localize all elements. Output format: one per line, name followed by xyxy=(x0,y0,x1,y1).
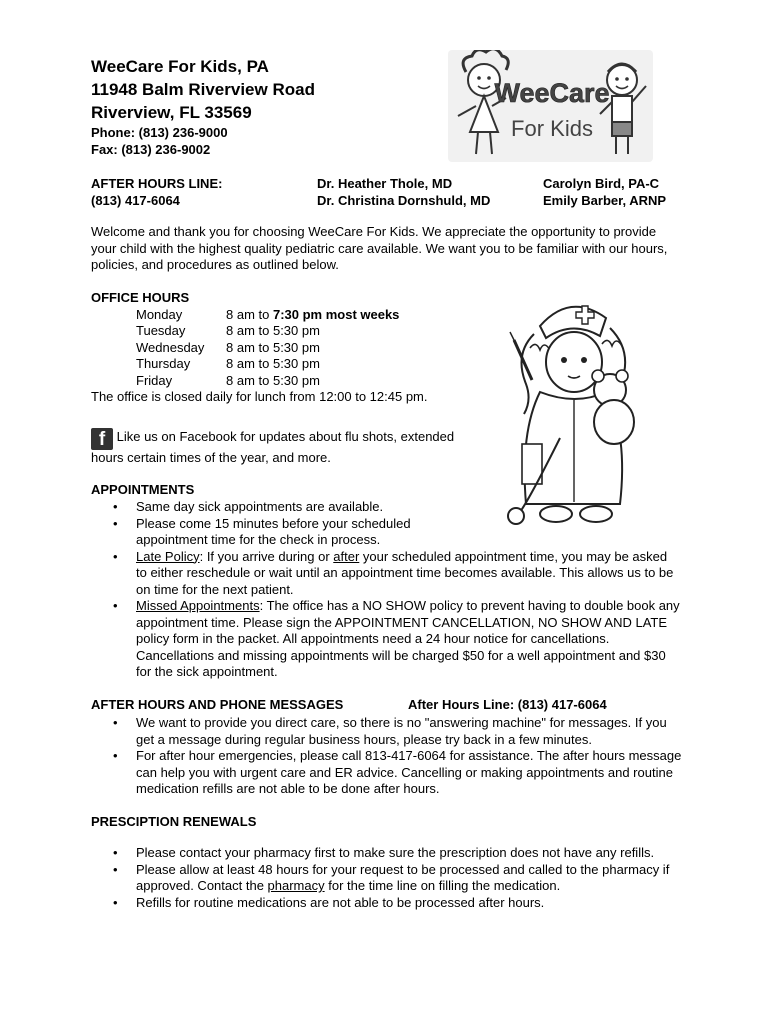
appointments-list xyxy=(91,499,681,681)
hours-time: 8 am to 5:30 pm xyxy=(226,339,320,355)
after-hours-phone: (813) 417-6064 xyxy=(91,193,180,208)
prescription-heading: PRESCIPTION RENEWALS xyxy=(91,814,257,829)
facebook-text: Like us on Facebook for updates about flu shots, extended hours certain times of the year, and more. xyxy=(91,429,455,465)
hours-row-wednesday xyxy=(91,340,491,357)
hours-time: 8 am to 5:30 pm xyxy=(226,323,320,338)
hours-time: 8 am to xyxy=(226,306,273,322)
missed-appointments-label: Missed Appointments xyxy=(136,598,260,613)
phone-number: Phone: (813) 236-9000 xyxy=(91,125,228,140)
hours-row-monday xyxy=(91,307,491,324)
list-item xyxy=(91,516,436,549)
nurse-girl-illustration xyxy=(500,288,650,534)
list-item-text: Same day sick appointments are available. xyxy=(136,499,384,514)
provider-2: Emily Barber, ARNP xyxy=(543,193,667,208)
list-item-text: Please allow at least 48 hours for your request to be processed and called to the pharmacy if approved. Contact the xyxy=(136,861,670,893)
list-item xyxy=(91,499,681,516)
after-hours-list xyxy=(91,715,683,798)
hours-time-extended: 7:30 pm most weeks xyxy=(272,306,400,322)
list-item-text: Please come 15 minutes before your scheduled appointment time for the check in process. xyxy=(136,515,411,547)
office-hours-section xyxy=(91,290,491,406)
office-hours-heading: OFFICE HOURS xyxy=(91,290,190,305)
list-item-text: Refills for routine medications are not able to be processed after hours. xyxy=(136,894,545,910)
late-policy-text: : If you arrive during or xyxy=(199,548,334,564)
welcome-paragraph: Welcome and thank you for choosing WeeCare For Kids. We appreciate the opportunity to provide your child with the highest quality pediatric care available. We want you to be familiar with our hours, policies, and procedures as outlined below. xyxy=(91,224,668,272)
list-item xyxy=(91,715,683,748)
missed-appointments-text: : The office has a NO SHOW policy to prevent having to double book any appointment time. Please sign the APPOINTMENT CANCELLATION, NO SHOW AND LATE policy form in the packet. All appointments need a 24 hour notice for cancellations. Cancellations and missing appointments will be charged $50 for a well appointment and $30 for the sick appointment. xyxy=(136,598,680,679)
hours-day: Friday xyxy=(136,372,173,388)
after-hours-label: AFTER HOURS LINE: xyxy=(91,176,223,191)
appointments-heading: APPOINTMENTS xyxy=(91,482,195,497)
address-line-1: 11948 Balm Riverview Road xyxy=(91,80,315,99)
late-policy-after: after xyxy=(333,548,360,564)
list-item-text: We want to provide you direct care, so there is no "answering machine" for messages. If you get a message during regular business hours, please try back in a few minutes. xyxy=(136,715,667,747)
lunch-note: The office is closed daily for lunch from 12:00 to 12:45 pm. xyxy=(91,389,428,404)
hours-day: Wednesday xyxy=(136,339,205,355)
late-policy-label: Late Policy xyxy=(136,548,200,564)
prescription-list xyxy=(91,845,681,911)
list-item-text-rest: for the time line on filling the medication. xyxy=(324,878,561,893)
logo-line-2: For Kids xyxy=(511,116,593,141)
list-item-text: For after hour emergencies, please call 813-417-6064 for assistance. The after hours message can help you with urgent care and ER advice. Cancelling or making appointments and routine medication refills are not able to be done after hours. xyxy=(136,748,682,796)
weecare-logo xyxy=(448,50,653,162)
doctor-1: Dr. Heather Thole, MD xyxy=(317,176,453,191)
after-hours-heading: AFTER HOURS AND PHONE MESSAGES xyxy=(91,697,344,712)
list-item xyxy=(91,895,681,912)
logo-line-1: WeeCare xyxy=(494,78,610,108)
hours-row-thursday xyxy=(91,356,491,373)
hours-day: Monday xyxy=(136,306,183,322)
list-item xyxy=(91,748,683,798)
after-hours-line: After Hours Line: (813) 417-6064 xyxy=(408,697,607,712)
late-policy-text-rest: your scheduled appointment time, you may be asked to either reschedule or wait until an appointment time becomes available. This allows us to be on time for the next patient. xyxy=(136,548,674,597)
practice-name: WeeCare For Kids, PA xyxy=(91,57,269,76)
list-item xyxy=(91,845,681,862)
hours-time: 8 am to 5:30 pm xyxy=(226,356,320,371)
list-item xyxy=(91,549,681,599)
hours-row-friday xyxy=(91,373,491,390)
fax-number: Fax: (813) 236-9002 xyxy=(91,142,211,157)
list-item xyxy=(91,862,681,895)
doctor-2: Dr. Christina Dornshuld, MD xyxy=(317,193,491,208)
hours-day: Tuesday xyxy=(136,323,186,338)
provider-1: Carolyn Bird, PA-C xyxy=(543,176,660,191)
list-item-text: Please contact your pharmacy first to make sure the prescription does not have any refills. xyxy=(136,845,655,860)
facebook-note xyxy=(91,428,486,467)
pharmacy-link: pharmacy xyxy=(267,878,325,893)
hours-row-tuesday xyxy=(91,323,491,340)
hours-time: 8 am to 5:30 pm xyxy=(226,372,320,388)
address-line-2: Riverview, FL 33569 xyxy=(91,103,252,122)
list-item xyxy=(91,598,681,681)
facebook-icon[interactable]: f xyxy=(91,428,113,450)
hours-day: Thursday xyxy=(136,356,191,371)
